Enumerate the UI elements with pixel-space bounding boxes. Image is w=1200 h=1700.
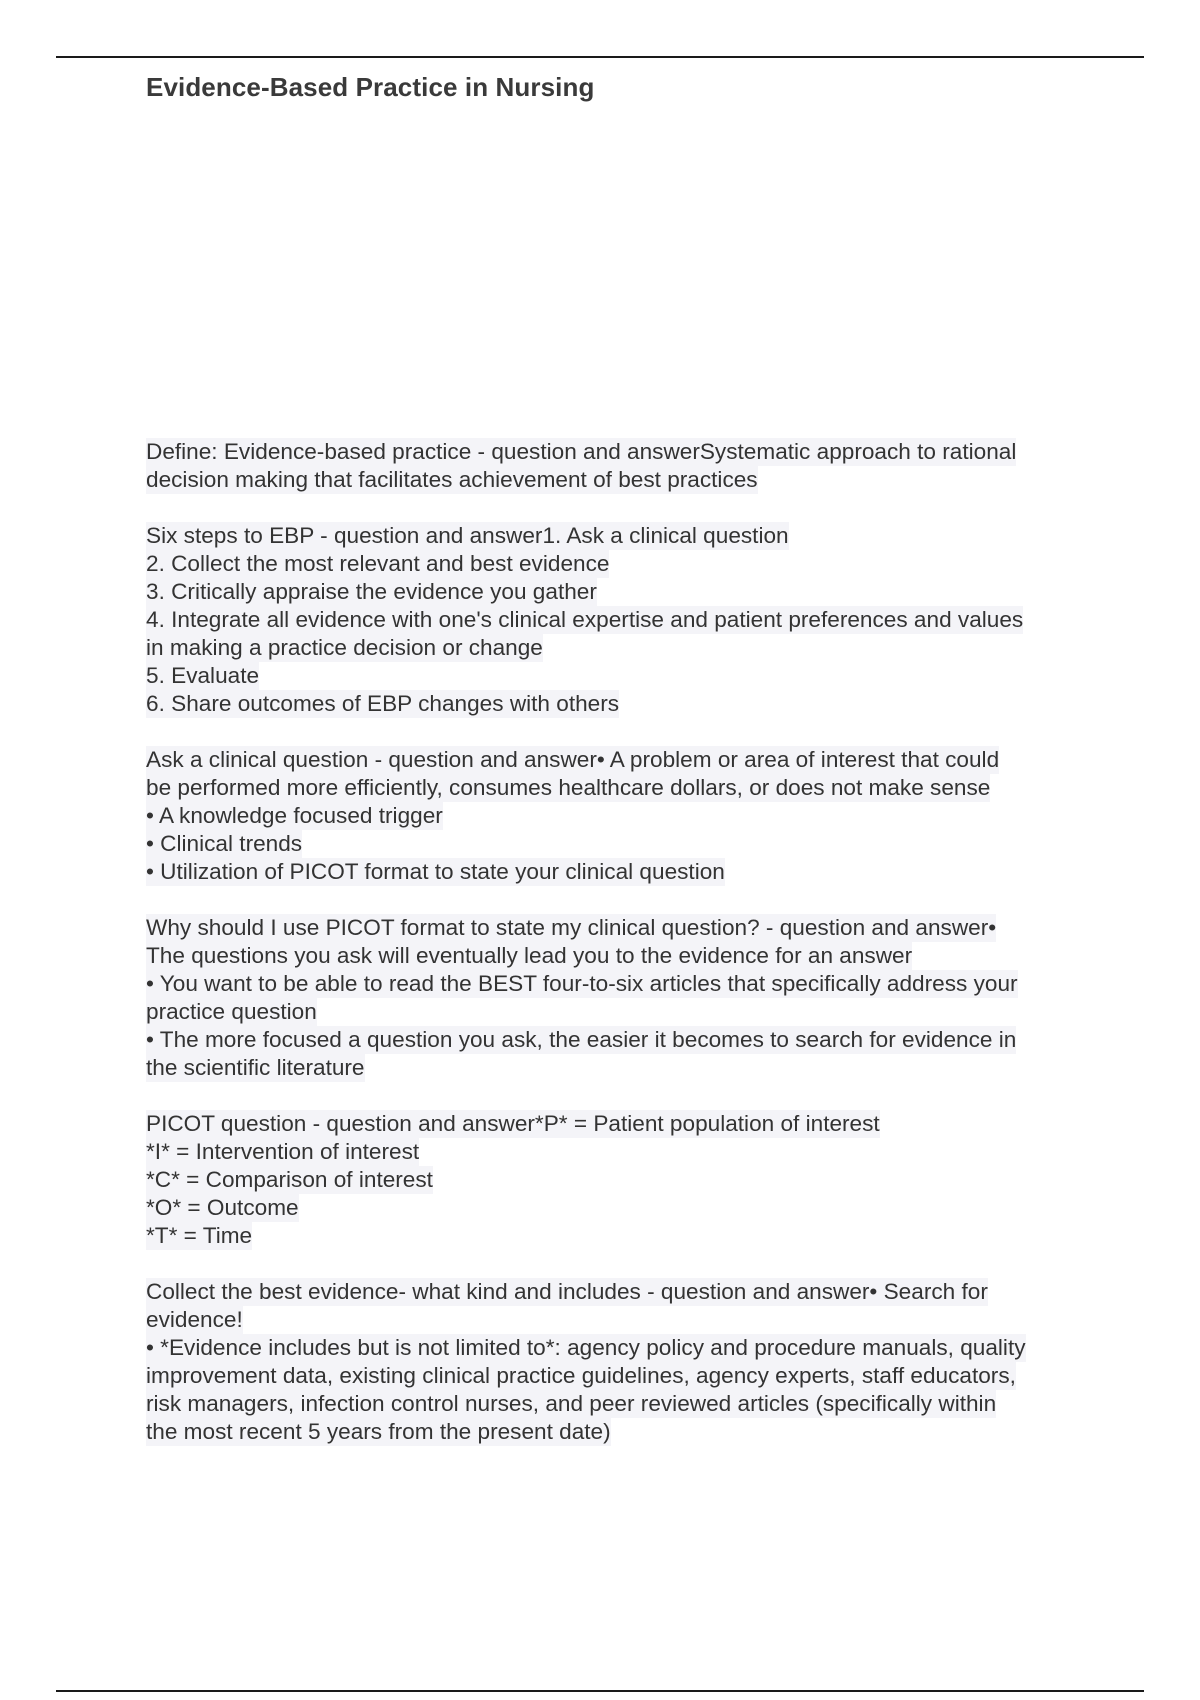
bottom-rule: [56, 1690, 1144, 1692]
qa-line: • You want to be able to read the BEST four-to-six articles that specifically address your: [146, 971, 1018, 996]
qa-line: PICOT question - question and answer*P* = Patient population of interest: [146, 1111, 880, 1136]
qa-line: decision making that facilitates achievement of best practices: [146, 467, 758, 492]
qa-line: 2. Collect the most relevant and best evidence: [146, 551, 610, 576]
qa-line: Collect the best evidence- what kind and includes - question and answer• Search for: [146, 1279, 988, 1304]
document-title: Evidence-Based Practice in Nursing: [146, 72, 595, 102]
qa-line: *O* = Outcome: [146, 1195, 299, 1220]
qa-line: the most recent 5 years from the present date): [146, 1419, 611, 1444]
qa-line: The questions you ask will eventually lead you to the evidence for an answer: [146, 943, 913, 968]
qa-line: • Utilization of PICOT format to state your clinical question: [146, 859, 725, 884]
qa-item-define-ebp: [146, 438, 1096, 494]
qa-line: improvement data, existing clinical practice guidelines, agency experts, staff educators,: [146, 1363, 1016, 1388]
qa-line: be performed more efficiently, consumes healthcare dollars, or does not make sense: [146, 775, 991, 800]
qa-line: 6. Share outcomes of EBP changes with others: [146, 691, 620, 716]
qa-line: 4. Integrate all evidence with one's clinical expertise and patient preferences and values: [146, 607, 1024, 632]
qa-line: • A knowledge focused trigger: [146, 803, 443, 828]
qa-line: • The more focused a question you ask, the easier it becomes to search for evidence in: [146, 1027, 1017, 1052]
qa-line: evidence!: [146, 1307, 243, 1332]
qa-line: practice question: [146, 999, 317, 1024]
qa-line: 3. Critically appraise the evidence you gather: [146, 579, 597, 604]
qa-line: risk managers, infection control nurses, and peer reviewed articles (specifically within: [146, 1391, 997, 1416]
qa-line: Six steps to EBP - question and answer1. Ask a clinical question: [146, 523, 789, 548]
qa-line: *C* = Comparison of interest: [146, 1167, 433, 1192]
qa-line: • Clinical trends: [146, 831, 303, 856]
qa-line: • *Evidence includes but is not limited to*: agency policy and procedure manuals, quality: [146, 1335, 1026, 1360]
qa-line: Ask a clinical question - question and answer• A problem or area of interest that could: [146, 747, 1000, 772]
qa-line: *T* = Time: [146, 1223, 253, 1248]
qa-list: [146, 438, 1096, 1474]
qa-item-six-steps: [146, 522, 1096, 718]
qa-item-picot-question: [146, 1110, 1096, 1250]
qa-line: *I* = Intervention of interest: [146, 1139, 420, 1164]
qa-item-clinical-question: [146, 746, 1096, 886]
qa-line: in making a practice decision or change: [146, 635, 543, 660]
qa-item-why-picot: [146, 914, 1096, 1082]
qa-line: Define: Evidence-based practice - question and answerSystematic approach to rational: [146, 439, 1017, 464]
qa-line: Why should I use PICOT format to state my clinical question? - question and answer•: [146, 915, 997, 940]
qa-item-collect-evidence: [146, 1278, 1096, 1446]
qa-line: 5. Evaluate: [146, 663, 260, 688]
top-rule: [56, 56, 1144, 58]
qa-line: the scientific literature: [146, 1055, 365, 1080]
